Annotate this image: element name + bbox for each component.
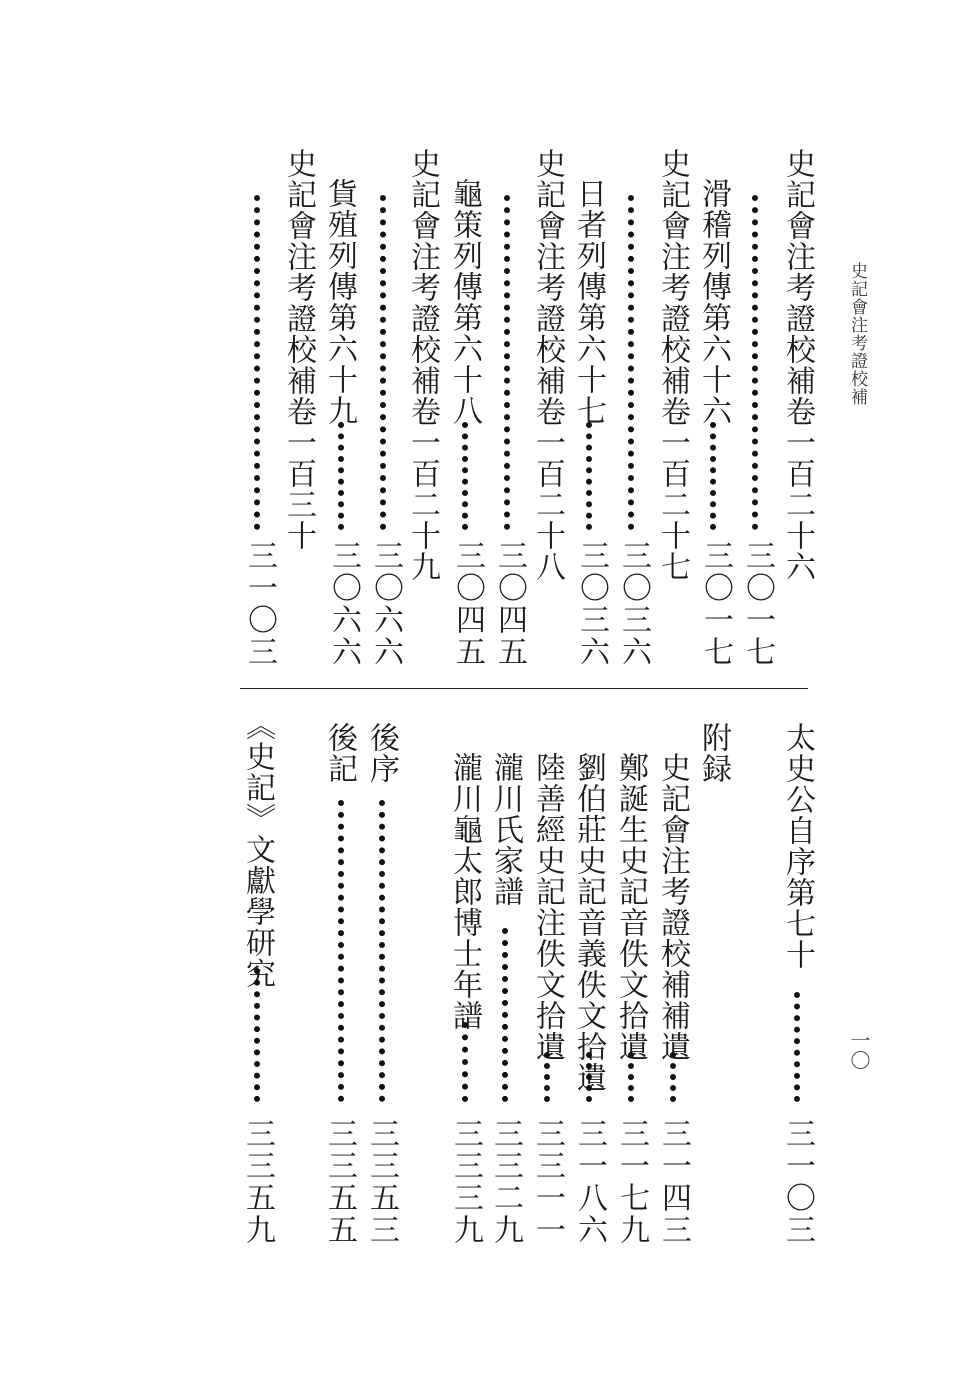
toc-entry-title: 龜策列傳第六十八 (447, 178, 482, 426)
leader-dots (586, 1052, 592, 1102)
section-divider (240, 688, 808, 689)
leader-dots (379, 800, 385, 1102)
toc-entry-page: 三〇四五 (450, 540, 485, 668)
toc-entry-title: 史記會注考證校補卷一百二十八 (530, 148, 565, 582)
toc-entry-page: 三一〇三 (780, 1118, 815, 1246)
leader-dots (338, 800, 344, 1102)
leader-dots (710, 422, 716, 530)
toc-entry-page: 三〇三六 (574, 540, 609, 668)
leader-dots (628, 1052, 634, 1102)
toc-entry-page: 三一七九 (614, 1118, 649, 1246)
leader-dots (504, 195, 510, 530)
leader-dots (254, 968, 260, 1102)
toc-entry-page: 三〇六六 (368, 540, 403, 668)
leader-dots (752, 195, 758, 530)
toc-entry-page: 三一四三 (656, 1118, 691, 1246)
appendix-heading: 附録 (696, 722, 731, 784)
toc-entry-title: 瀧川龜太郎博士年譜 (447, 752, 482, 1031)
toc-entry-title: 陸善經史記注佚文拾遺 (530, 752, 565, 1062)
toc-entry-title: 貨殖列傳第六十九 (322, 178, 357, 426)
leader-dots (794, 992, 800, 1102)
toc-entry-title: 劉伯莊史記音義佚文拾遺 (571, 752, 606, 1093)
toc-entry-title: 太史公自序第七十 (780, 722, 815, 970)
leader-dots (462, 422, 468, 530)
toc-entry-title: 史記會注考證校補卷一百二十六 (780, 148, 815, 582)
toc-entry-page: 三三五三 (364, 1118, 399, 1246)
toc-entry-title: 鄭誕生史記音佚文拾遺 (613, 752, 648, 1062)
toc-entry-title: 史記會注考證校補卷一百二十七 (655, 148, 690, 582)
toc-entry-title: 史記會注考證校補卷一百二十九 (405, 148, 440, 582)
toc-entry-title: 史記會注考證校補卷一百三十 (281, 148, 316, 551)
toc-entry-title: 後序 (364, 722, 399, 784)
toc-entry-page: 三〇一七 (698, 540, 733, 668)
toc-entry-page: 三三一一 (530, 1118, 565, 1246)
toc-entry-title: 《史記》文獻學研究 (240, 710, 275, 989)
toc-entry-page: 三一八六 (572, 1118, 607, 1246)
toc-entry-title: 滑稽列傳第六十六 (696, 178, 731, 426)
leader-dots (380, 195, 386, 530)
toc-entry-page: 三三五五 (322, 1118, 357, 1246)
toc-entry-page: 三一〇三 (242, 540, 277, 668)
toc-entry-page: 三三五九 (240, 1118, 275, 1246)
toc-entry-page: 三〇一七 (740, 540, 775, 668)
leader-dots (628, 195, 634, 530)
running-title: 史記會注考證校補 (847, 262, 867, 406)
page-number: 一〇 (847, 1030, 871, 1070)
toc-entry-page: 三三二九 (488, 1118, 523, 1246)
leader-dots (462, 1022, 468, 1102)
toc-entry-title: 後記 (322, 722, 357, 784)
toc-entry-title: 瀧川氏家譜 (488, 752, 523, 907)
leader-dots (586, 422, 592, 530)
toc-entry-title: 史記會注考證校補補遺 (655, 752, 690, 1062)
leader-dots (544, 1052, 550, 1102)
leader-dots (670, 1052, 676, 1102)
toc-entry-page: 三〇六六 (326, 540, 361, 668)
leader-dots (338, 422, 344, 530)
toc-entry-page: 三〇四五 (492, 540, 527, 668)
toc-entry-page: 三〇三六 (616, 540, 651, 668)
leader-dots (254, 195, 260, 530)
toc-entry-page: 三三三九 (448, 1118, 483, 1246)
toc-entry-title: 日者列傳第六十七 (571, 178, 606, 426)
leader-dots (502, 928, 508, 1102)
